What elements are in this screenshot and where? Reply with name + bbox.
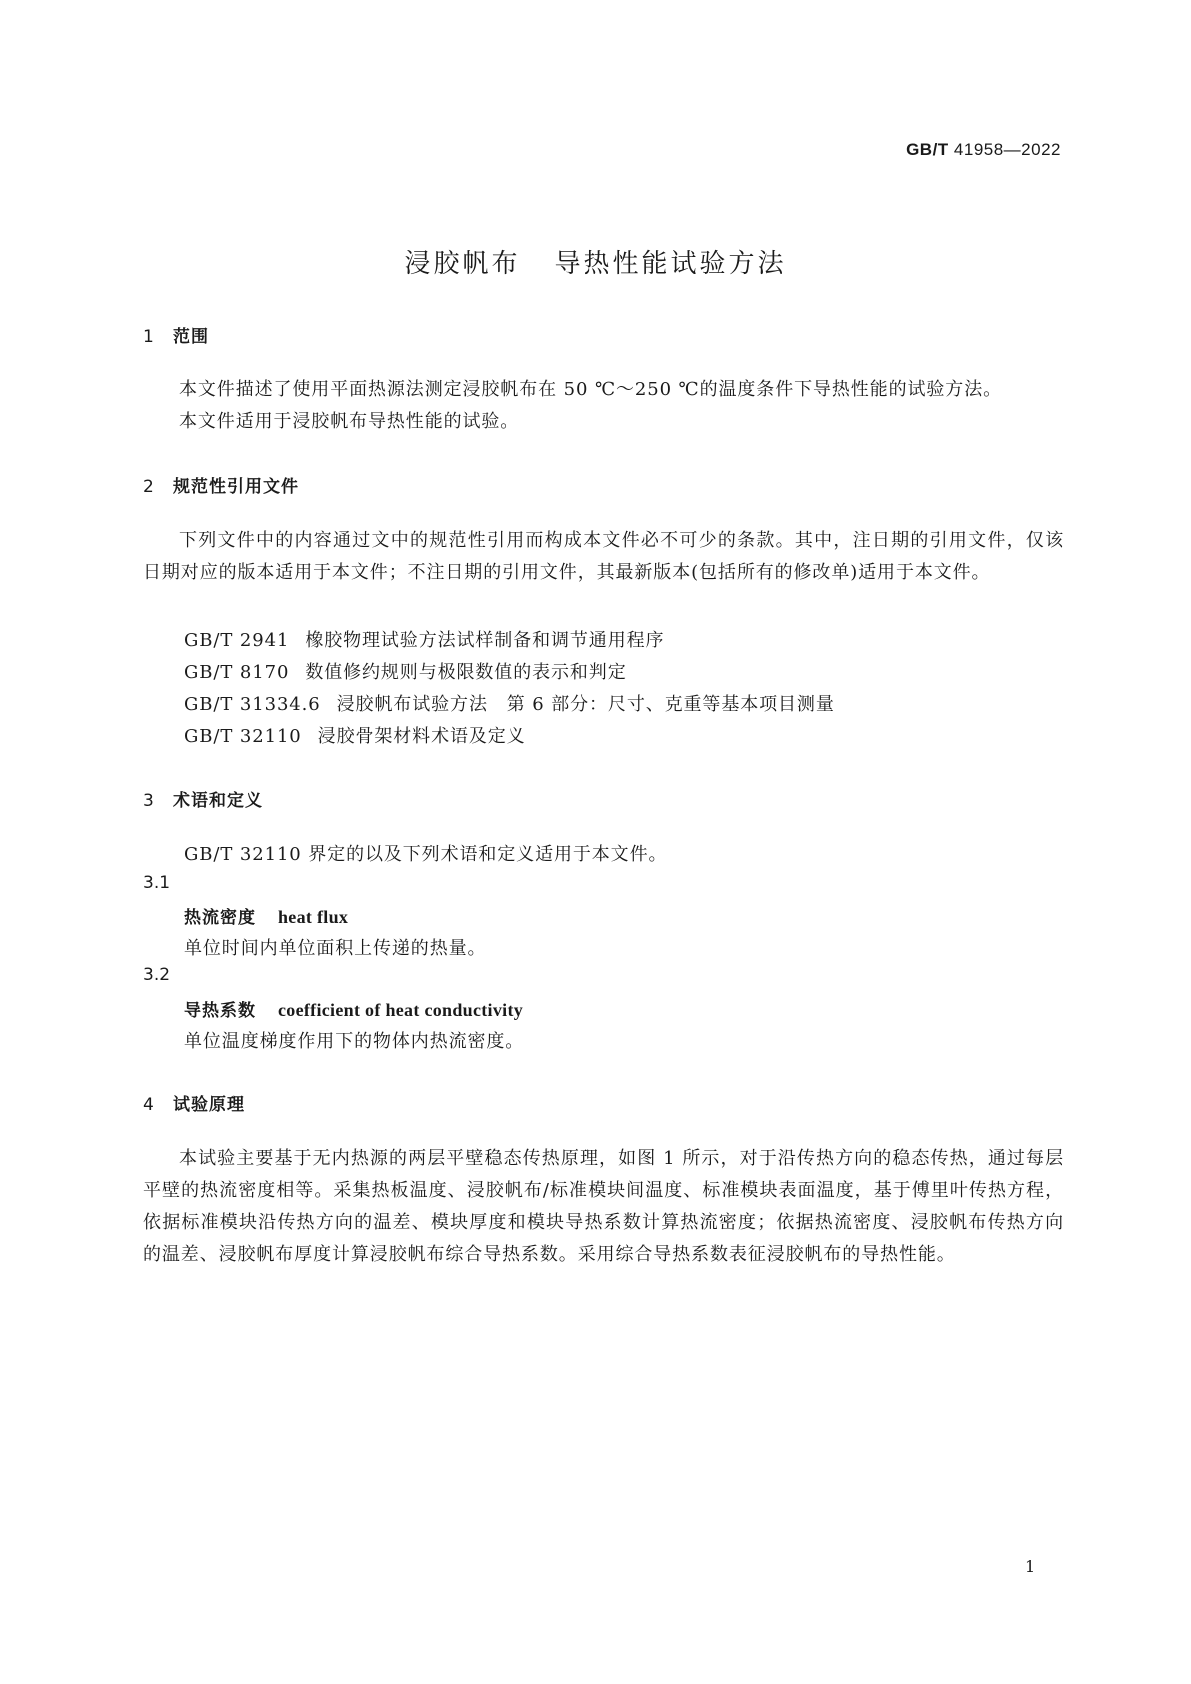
standard-code-number: 41958—2022 — [953, 140, 1061, 159]
term-zh: 导热系数 — [184, 1001, 256, 1021]
title-part-1: 浸胶帆布 — [404, 249, 521, 279]
section-3-title: 术语和定义 — [173, 791, 263, 811]
reference-code: GB/T 2941 — [184, 630, 290, 651]
reference-code: GB/T 8170 — [184, 662, 290, 683]
standard-code — [906, 140, 1061, 160]
reference-code: GB/T 32110 — [184, 726, 302, 747]
reference-title: 浸胶骨架材料术语及定义 — [317, 726, 526, 747]
section-1-title: 范围 — [173, 327, 209, 347]
scope-paragraph-2: 本文件适用于浸胶帆布导热性能的试验。 — [179, 411, 520, 432]
term-number: 3.2 — [143, 965, 171, 985]
reference-item — [184, 690, 835, 716]
scope-paragraph-1: 本文件描述了使用平面热源法测定浸胶帆布在 50 ℃～250 ℃的温度条件下导热性能的试验方法。 — [179, 379, 1002, 400]
term-heading — [184, 903, 348, 928]
section-2-title: 规范性引用文件 — [173, 477, 299, 497]
test-principle-paragraph: 本试验主要基于无内热源的两层平壁稳态传热原理，如图 1 所示，对于沿传热方向的稳态传热，通过每层平壁的热流密度相等。采集热板温度、浸胶帆布/标准模块间温度、标准模块表面温度，基于傅里叶传热方程，依据标准模块沿传热方向的温差、模块厚度和模块导热系数计算热流密度；依据热流密度、浸胶帆布传热方向的温差、浸胶帆布厚度计算浸胶帆布综合导热系数。采用综合导热系数表征浸胶帆布的导热性能。 — [143, 1148, 1064, 1265]
document-title — [0, 243, 1191, 280]
term-definition: 单位时间内单位面积上传递的热量。 — [184, 938, 487, 959]
section-1-heading: 1 范围 — [143, 327, 209, 347]
section-3-heading: 3 术语和定义 — [143, 791, 263, 811]
term-zh: 热流密度 — [184, 908, 256, 928]
term-number: 3.1 — [143, 873, 171, 893]
reference-title: 数值修约规则与极限数值的表示和判定 — [305, 662, 627, 683]
section-2-heading: 2 规范性引用文件 — [143, 477, 299, 497]
page-number: 1 — [1025, 1557, 1036, 1576]
section-4-title: 试验原理 — [173, 1095, 245, 1115]
term-en: heat flux — [278, 907, 349, 927]
normative-references-intro: 下列文件中的内容通过文中的规范性引用而构成本文件必不可少的条款。其中，注日期的引用文件，仅该日期对应的版本适用于本文件；不注日期的引用文件，其最新版本(包括所有的修改单)适用于本文件。 — [143, 530, 1064, 583]
section-4-heading: 4 试验原理 — [143, 1095, 245, 1115]
reference-item — [184, 722, 526, 748]
reference-item — [184, 658, 627, 684]
terms-intro: GB/T 32110 界定的以及下列术语和定义适用于本文件。 — [184, 844, 668, 865]
term-heading — [184, 996, 523, 1021]
reference-code: GB/T 31334.6 — [184, 694, 321, 715]
reference-title: 浸胶帆布试验方法 第 6 部分：尺寸、克重等基本项目测量 — [336, 694, 835, 715]
term-en: coefficient of heat conductivity — [278, 1000, 524, 1020]
reference-item — [184, 626, 664, 652]
standard-code-prefix: GB/T — [906, 140, 949, 159]
reference-title: 橡胶物理试验方法试样制备和调节通用程序 — [305, 630, 665, 651]
term-definition: 单位温度梯度作用下的物体内热流密度。 — [184, 1031, 525, 1052]
title-part-2: 导热性能试验方法 — [554, 249, 787, 279]
